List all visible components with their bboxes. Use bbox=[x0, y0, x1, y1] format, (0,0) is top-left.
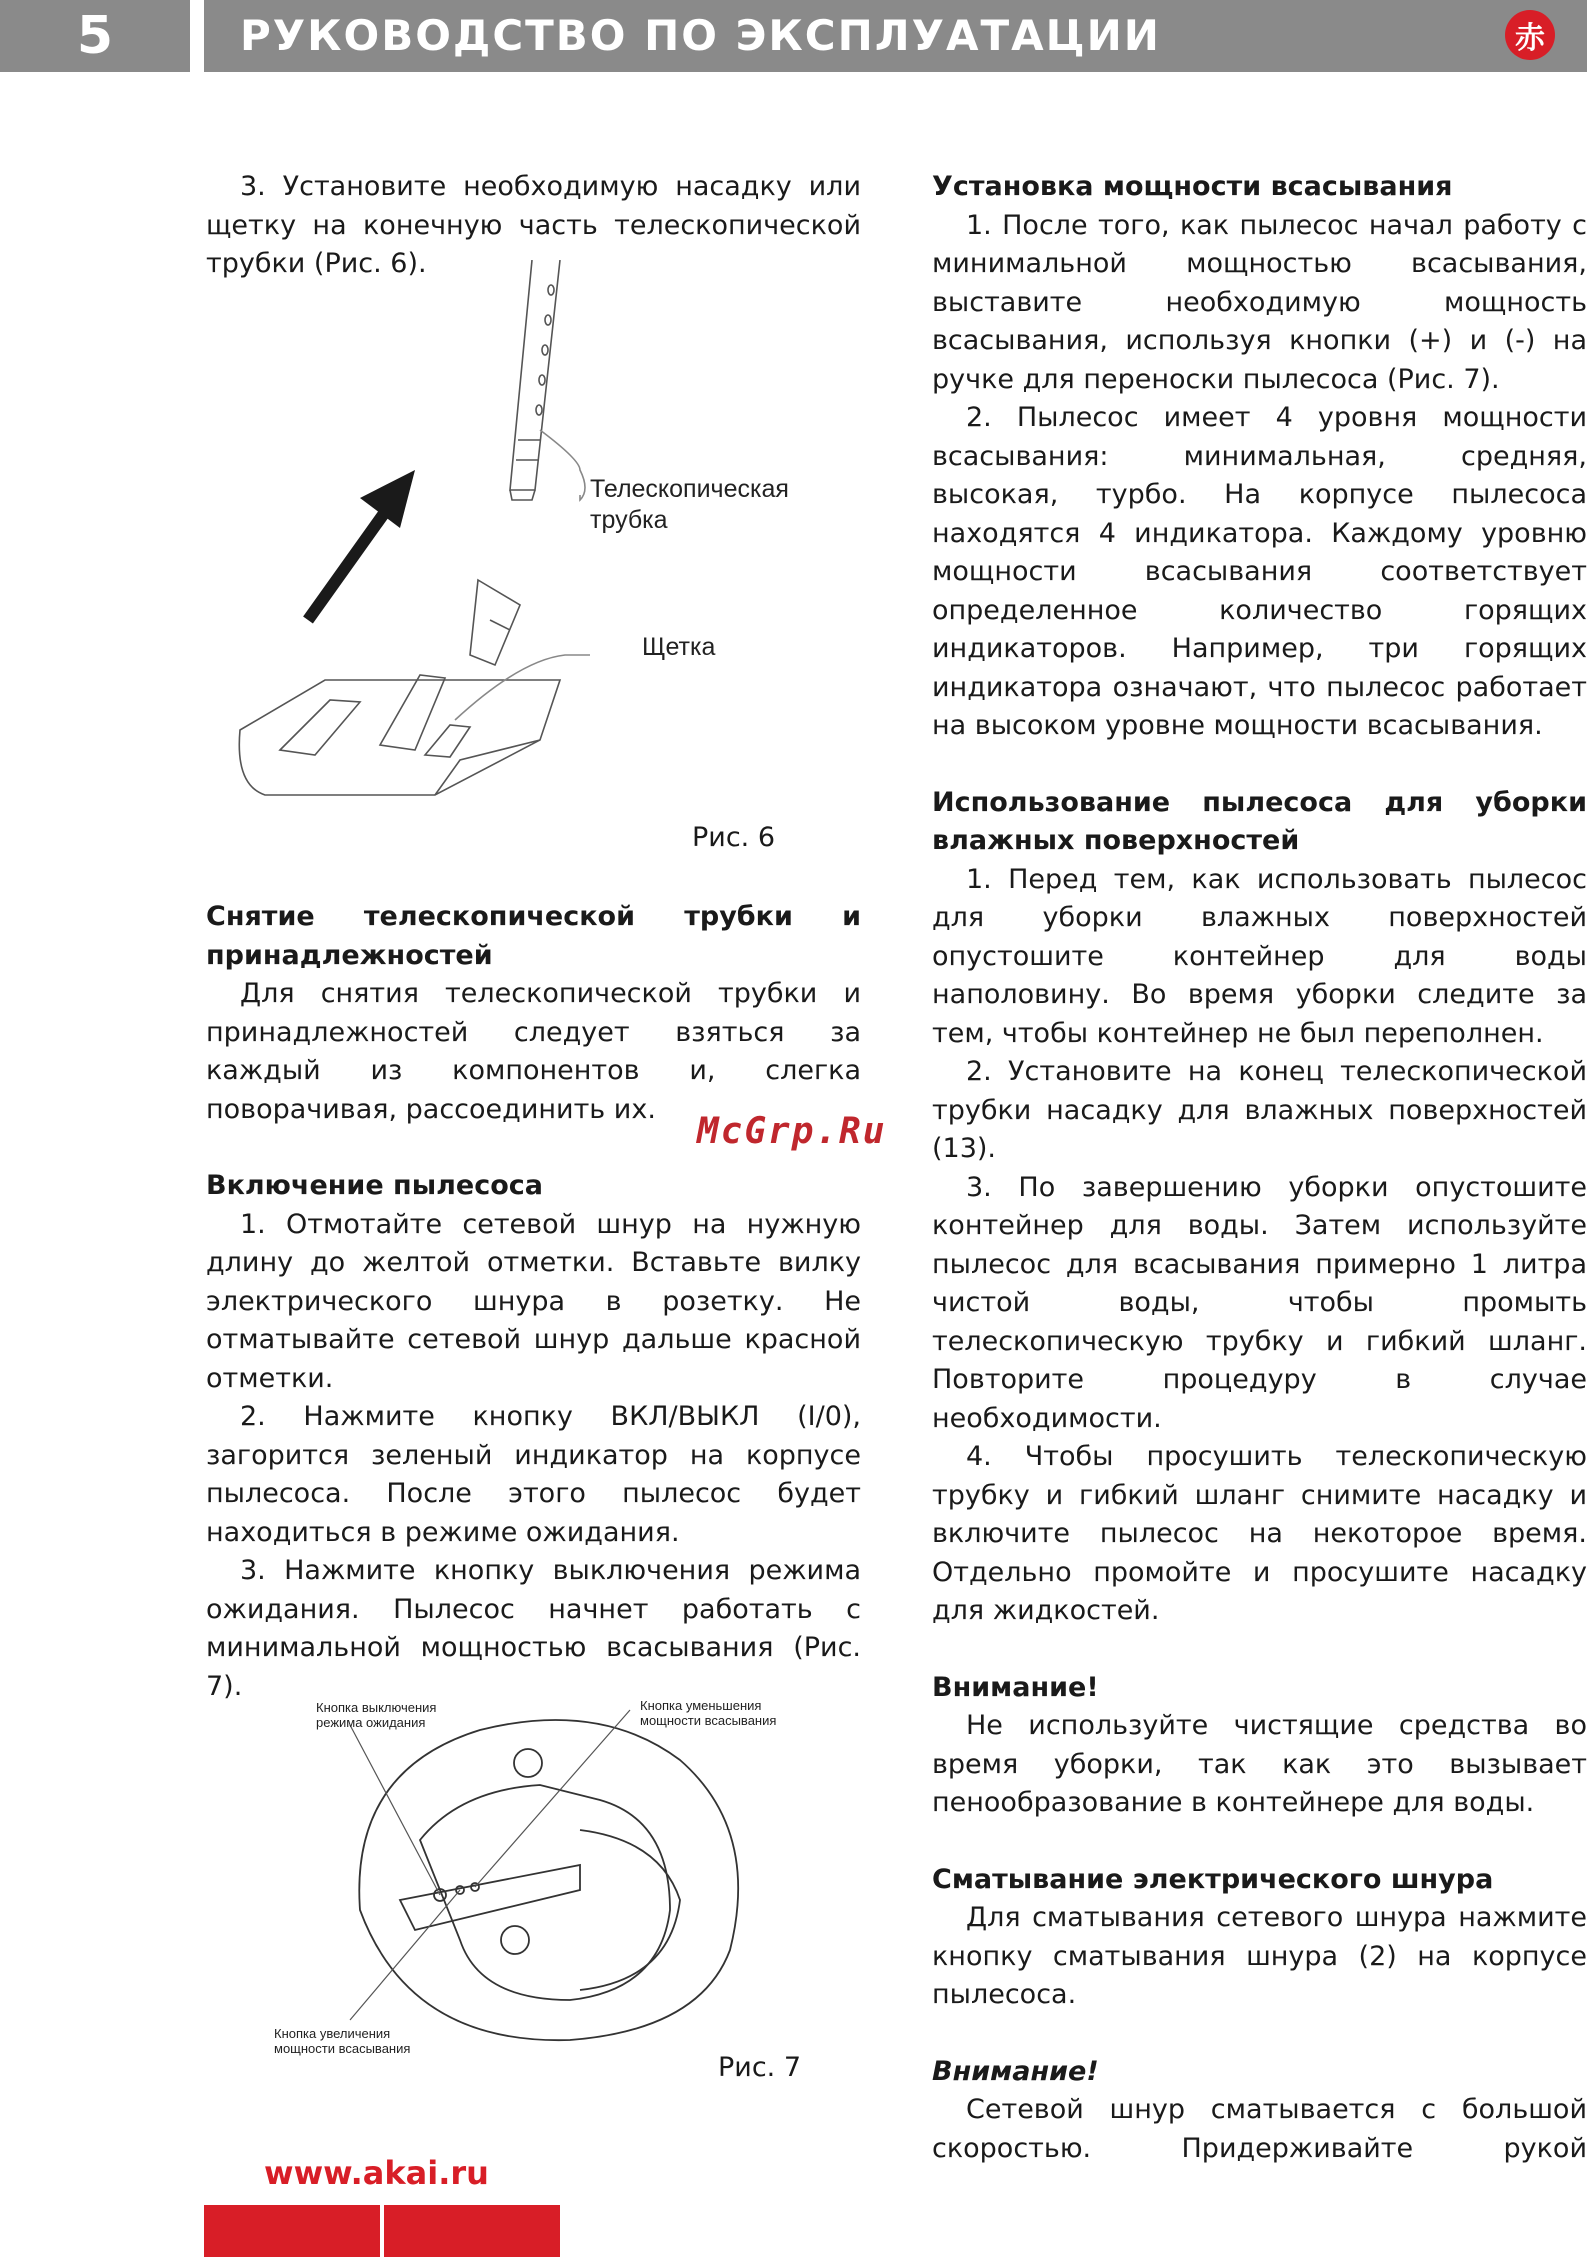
intro-paragraph: 3. Установите необходимую насадку или щетку на конечную часть телескопической трубки (Рис. 6). bbox=[206, 171, 861, 279]
power-on-step-2: 2. Нажмите кнопку ВКЛ/ВЫКЛ (I/0), загорится зеленый индикатор на корпусе пылесоса. После этого пылесос будет находиться в режиме ожидания. bbox=[206, 1401, 861, 1548]
left-text-block bbox=[206, 898, 861, 1706]
power-on-step-1: 1. Отмотайте сетевой шнур на нужную длину до желтой отметки. Вставьте вилку электрического шнура в розетку. Не отматывайте сетевой шнур дальше красной отметки. bbox=[206, 1208, 861, 1394]
vacuum-body-shape bbox=[359, 1720, 738, 2040]
section-title-wet-cleaning: Использование пылесоса для уборки влажных поверхностей bbox=[932, 786, 1587, 856]
label-standby-button: Кнопка выключения режима ожидания bbox=[316, 1700, 437, 1730]
wet-cleaning-step-2: 2. Установите на конец телескопической трубки насадку для влажных поверхностей (13). bbox=[932, 1056, 1587, 1164]
suction-power-step-1: 1. После того, как пылесос начал работу с минимальной мощностью всасывания, выставите необходимую мощность всасывания, используя кнопки (+) и (-) на ручке для переноски пылесоса (Рис. 7). bbox=[932, 209, 1587, 395]
label-increase-button: Кнопка увеличения мощности всасывания bbox=[274, 2026, 411, 2056]
cord-rewind-paragraph: Для сматывания сетевого шнура нажмите кнопку сматывания шнура (2) на корпусе пылесоса. bbox=[932, 1902, 1587, 2010]
section-title-attention-2: Внимание! bbox=[932, 2055, 1099, 2087]
top-knob-icon bbox=[514, 1749, 542, 1777]
section-title-cord-rewind: Сматывание электрического шнура bbox=[932, 1863, 1494, 1895]
right-text-block bbox=[932, 168, 1587, 2168]
label-telescopic-tube: Телескопическая трубка bbox=[590, 475, 789, 534]
footer-red-block-1 bbox=[204, 2205, 380, 2257]
header-bar bbox=[204, 0, 1587, 72]
section-title-attention-1: Внимание! bbox=[932, 1671, 1099, 1703]
carry-handle-shape bbox=[400, 1865, 580, 1930]
figure-6-illustration bbox=[220, 260, 840, 820]
website-link[interactable]: www.akai.ru bbox=[264, 2154, 489, 2192]
attention-1-paragraph: Не используйте чистящие средства во время уборки, так как это вызывает пенообразование в контейнере для воды. bbox=[932, 1710, 1587, 1818]
figure-7-caption: Рис. 7 bbox=[718, 2052, 802, 2083]
brand-logo: 赤 bbox=[1505, 10, 1555, 60]
suction-power-step-2: 2. Пылесос имеет 4 уровня мощности всасывания: минимальная, средняя, высокая, турбо. На корпусе пылесоса находятся 4 индикатора. Каждому уровню мощности всасывания соответствует определенное количество горящих индикаторов. Например, три горящих индикатора означают, что пылесос работает на высоком уровне мощности всасывания. bbox=[932, 402, 1587, 741]
label-brush: Щетка bbox=[642, 633, 716, 661]
section-title-power-on: Включение пылесоса bbox=[206, 1170, 543, 1201]
wet-cleaning-step-3: 3. По завершению уборки опустошите контейнер для воды. Затем используйте пылесос для всасывания примерно 1 литра чистой воды, чтобы промыть телескопическую трубку и гибкий шланг. Повторите процедуру в случае необходимости. bbox=[932, 1171, 1587, 1434]
attention-2-paragraph: Сетевой шнур сматывается с большой скоростью. Придерживайте рукой bbox=[932, 2094, 1587, 2164]
power-on-step-3: 3. Нажмите кнопку выключения режима ожидания. Пылесос начнет работать с минимальной мощностью всасывания (Рис. 7). bbox=[206, 1555, 861, 1702]
figure-6-caption: Рис. 6 bbox=[692, 822, 776, 853]
section-title-removal: Снятие телескопической трубки и принадлежностей bbox=[206, 901, 861, 971]
page-title: РУКОВОДСТВО ПО ЭКСПЛУАТАЦИИ bbox=[240, 11, 1161, 60]
removal-paragraph: Для снятия телескопической трубки и принадлежностей следует взяться за каждый из компонентов и, слегка поворачивая, рассоединить их. bbox=[206, 978, 861, 1125]
page-number: 5 bbox=[0, 0, 190, 72]
label-decrease-button: Кнопка уменьшения мощности всасывания bbox=[640, 1698, 777, 1728]
figure-7-illustration bbox=[340, 1690, 790, 2070]
section-title-suction-power: Установка мощности всасывания bbox=[932, 171, 1453, 202]
wet-cleaning-step-4: 4. Чтобы просушить телескопическую трубку и гибкий шланг снимите насадку и включите пылесос на некоторое время. Отдельно промойте и просушите насадку для жидкостей. bbox=[932, 1441, 1587, 1626]
wet-cleaning-step-1: 1. Перед тем, как использовать пылесос для уборки влажных поверхностей опустошите контейнер для воды наполовину. Во время уборки следите за тем, чтобы контейнер не был переполнен. bbox=[932, 863, 1587, 1049]
footer-red-block-2 bbox=[384, 2205, 560, 2257]
up-arrow-icon bbox=[308, 470, 415, 620]
watermark: McGrp.Ru bbox=[697, 1111, 887, 1152]
